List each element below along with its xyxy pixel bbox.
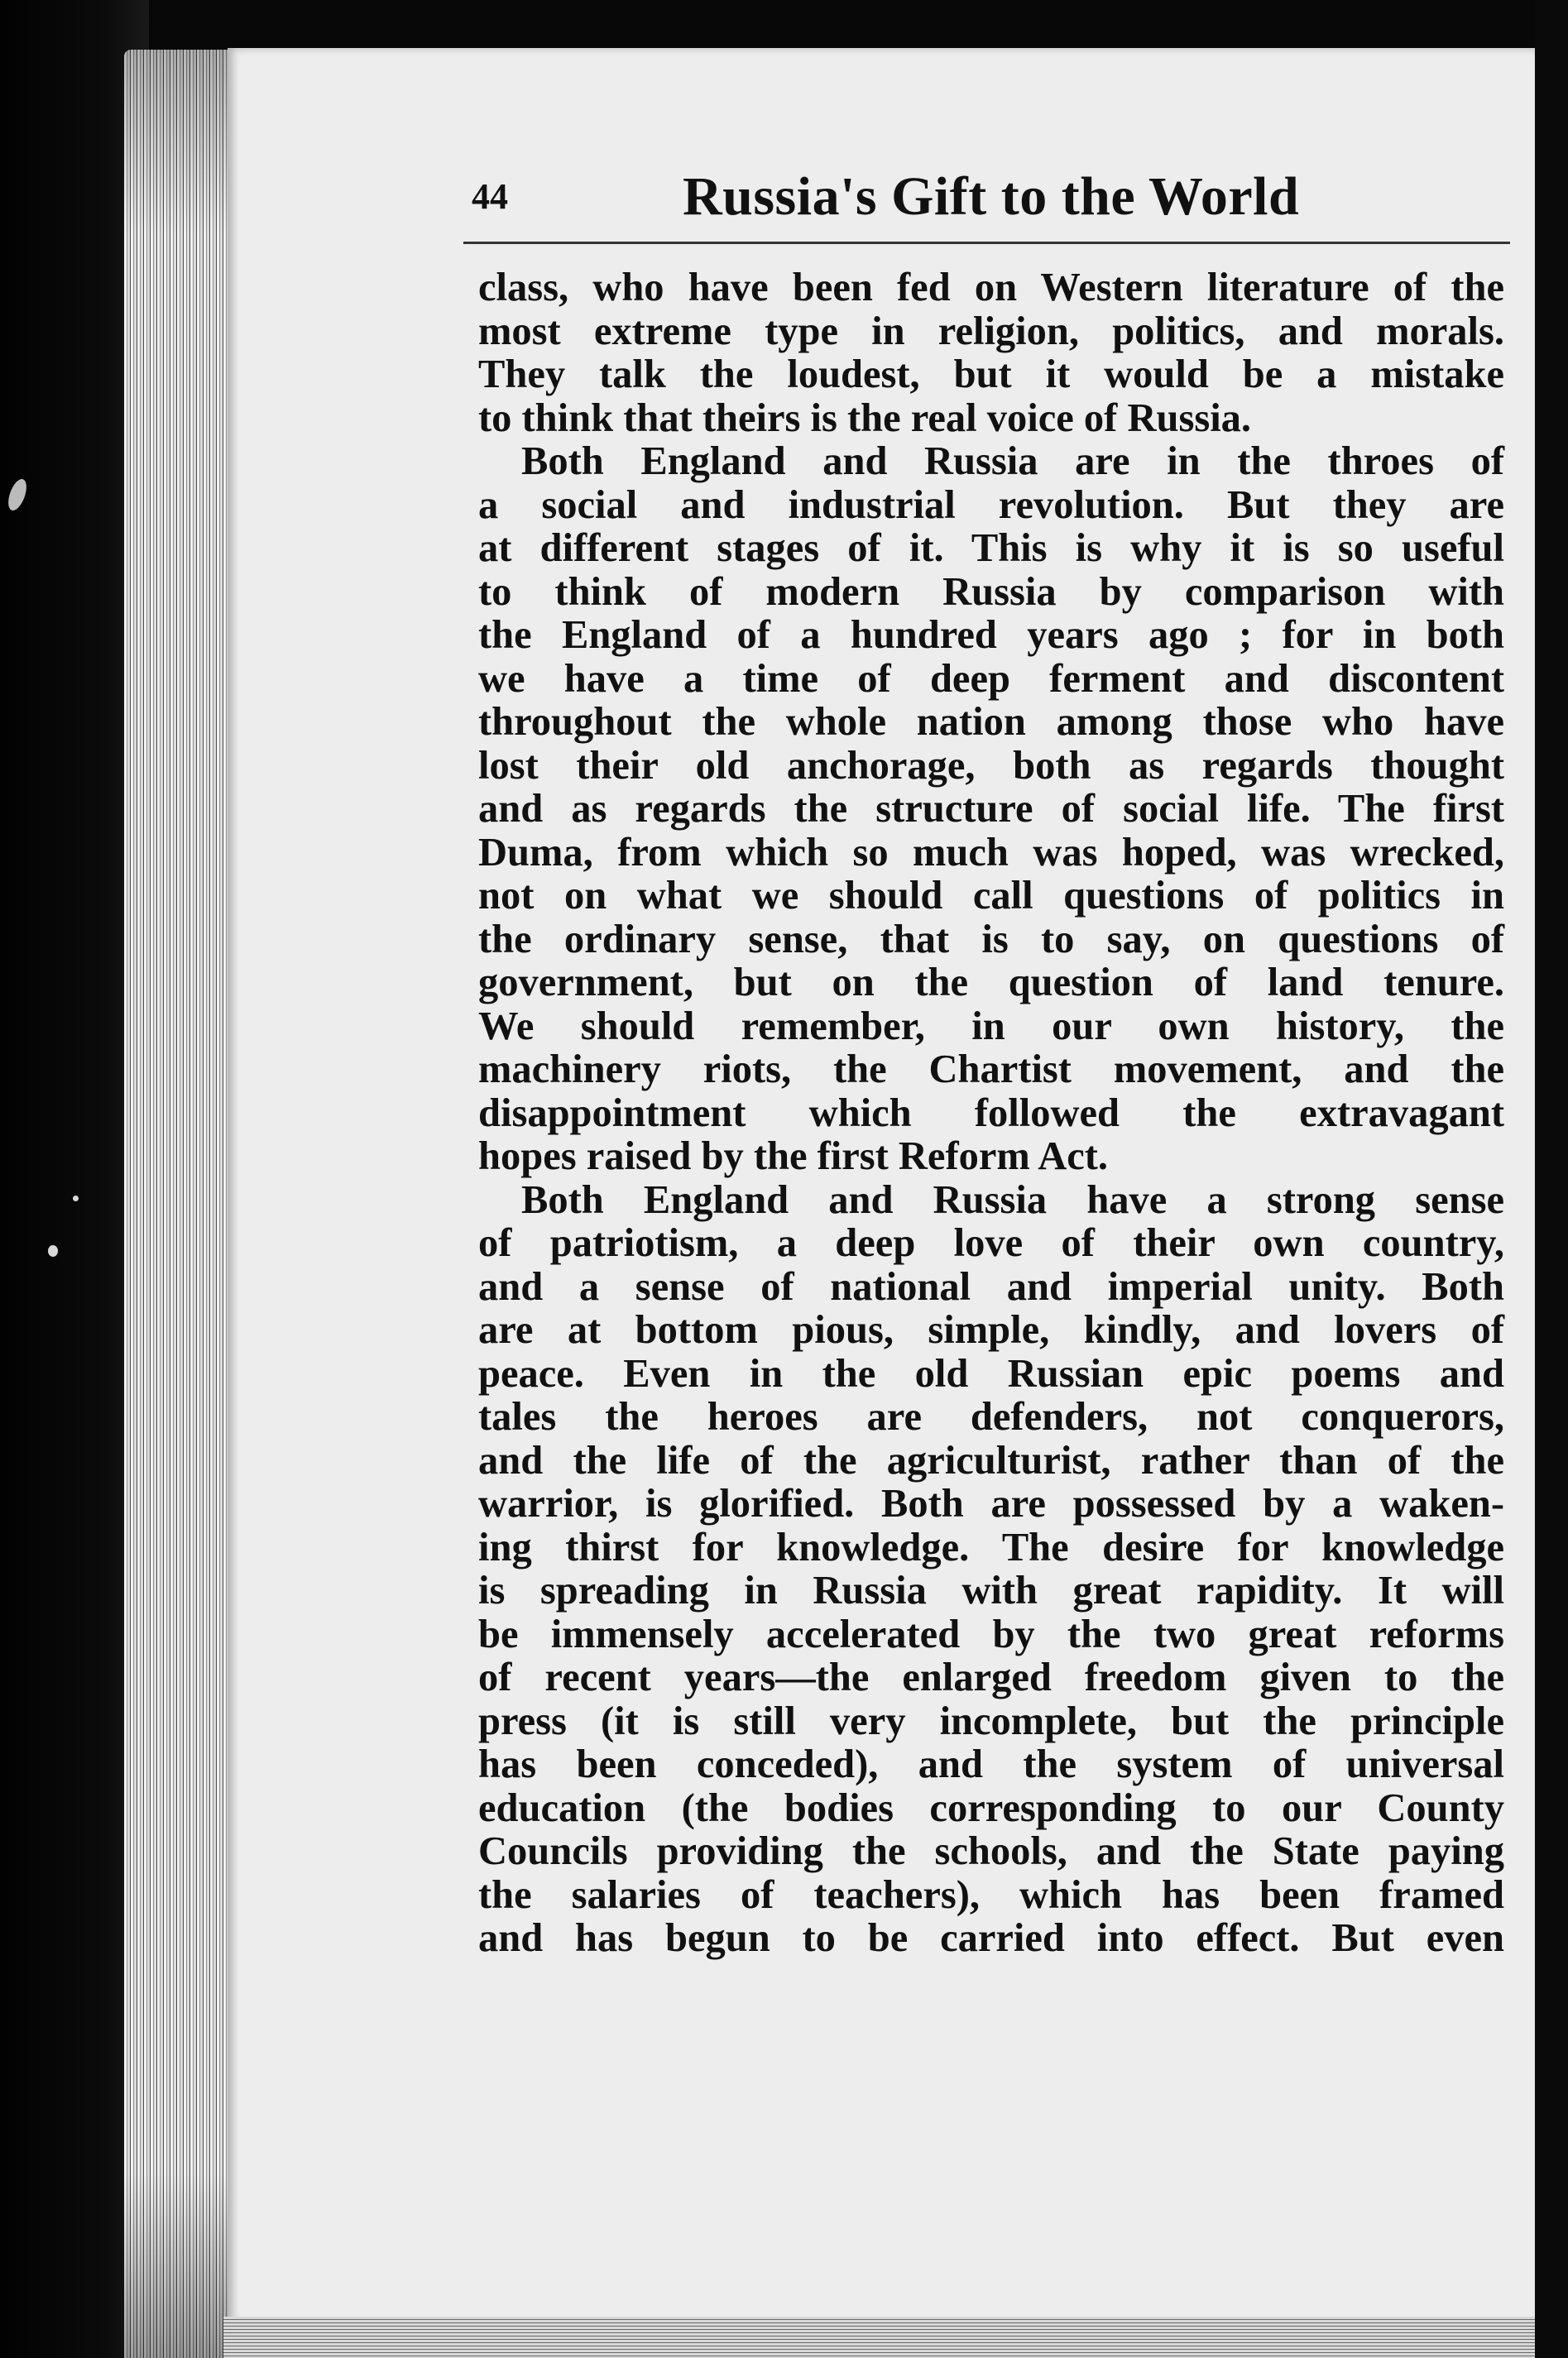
body-text: [478, 266, 1504, 1961]
text-line: are at bottom pious, simple, kindly, and lovers of: [478, 1308, 1504, 1352]
text-line: Councils providing the schools, and the State paying: [478, 1829, 1504, 1873]
text-line: most extreme type in religion, politics, and morals.: [478, 309, 1504, 353]
text-line: not on what we should call questions of politics in: [478, 874, 1504, 918]
text-line: and has begun to be carried into effect. But even: [478, 1916, 1504, 1960]
header-rule: [463, 242, 1510, 244]
text-line: the ordinary sense, that is to say, on questions of: [478, 917, 1504, 961]
book-bottom-edges: [223, 2317, 1564, 2358]
text-line: has been conceded), and the system of universal: [478, 1742, 1504, 1786]
scan-background-right: [1535, 0, 1568, 2358]
paragraph: [478, 266, 1504, 440]
text-line: Both England and Russia are in the throes of: [521, 439, 1504, 483]
text-line: disappointment which followed the extravagant: [478, 1090, 1504, 1135]
text-line: and the life of the agriculturist, rather than of the: [478, 1438, 1504, 1483]
text-line: machinery riots, the Chartist movement, and the: [478, 1047, 1504, 1091]
text-line: Duma, from which so much was hoped, was wrecked,: [478, 830, 1504, 875]
text-line: the salaries of teachers), which has been framed: [478, 1872, 1504, 1917]
text-line: is spreading in Russia with great rapidity. It will: [478, 1569, 1504, 1613]
paragraph: [478, 1179, 1504, 1961]
stray-mark: [73, 1196, 79, 1201]
text-line: we have a time of deep ferment and discontent: [478, 656, 1504, 701]
text-line: throughout the whole nation among those who have: [478, 700, 1504, 744]
text-line: the England of a hundred years ago ; for in both: [478, 613, 1504, 657]
text-line: warrior, is glorified. Both are possessed by a waken-: [478, 1482, 1504, 1526]
text-line: and a sense of national and imperial unity. Both: [478, 1264, 1504, 1309]
book-page-edges-shade: [124, 50, 232, 2358]
text-line: class, who have been fed on Western literature of the: [478, 266, 1504, 309]
text-line: tales the heroes are defenders, not conquerors,: [478, 1395, 1504, 1439]
text-line: of recent years—the enlarged freedom given to the: [478, 1656, 1504, 1699]
running-title: Russia's Gift to the World: [683, 166, 1300, 227]
paragraph: [478, 440, 1504, 1179]
text-line: ing thirst for knowledge. The desire for knowledge: [478, 1525, 1504, 1570]
stray-mark: [48, 1245, 58, 1257]
text-line: press (it is still very incomplete, but the principle: [478, 1699, 1504, 1743]
text-line: and as regards the structure of social life. The first: [478, 787, 1504, 831]
text-line: to think of modern Russia by comparison with: [478, 569, 1504, 614]
running-header: [472, 165, 1514, 232]
text-line: a social and industrial revolution. But they are: [478, 482, 1504, 527]
text-line: We should remember, in our own history, the: [478, 1004, 1504, 1048]
text-line: They talk the loudest, but it would be a mistake: [478, 352, 1504, 396]
text-line: be immensely accelerated by the two great reforms: [478, 1612, 1504, 1656]
text-line: Both England and Russia have a strong sense: [521, 1177, 1504, 1222]
text-line: of patriotism, a deep love of their own country,: [478, 1221, 1504, 1265]
text-line: hopes raised by the first Reform Act.: [478, 1134, 1109, 1178]
scan-background-top: [0, 0, 1568, 48]
text-line: at different stages of it. This is why it is so useful: [478, 526, 1504, 570]
text-line: peace. Even in the old Russian epic poems and: [478, 1351, 1504, 1396]
text-line: lost their old anchorage, both as regards thought: [478, 743, 1504, 788]
page-number: 44: [472, 176, 508, 217]
text-line: government, but on the question of land tenure.: [478, 961, 1504, 1004]
text-line: education (the bodies corresponding to our County: [478, 1785, 1504, 1830]
text-line: to think that theirs is the real voice of Russia.: [478, 395, 1252, 440]
